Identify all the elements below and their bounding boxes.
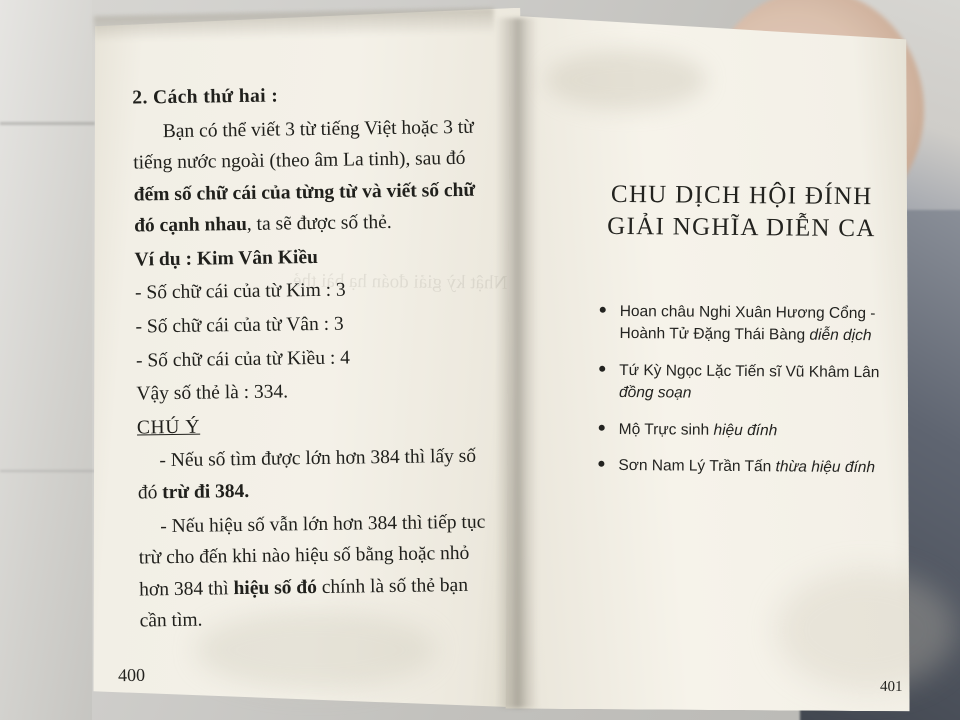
note-1-bold: trừ đi 384. xyxy=(162,480,250,504)
bullet-icon xyxy=(598,461,604,467)
credit-entry xyxy=(597,360,905,408)
example-line: - Số chữ cái của từ Kim : 3 xyxy=(134,280,346,304)
credit-name: Mộ Trực sinh xyxy=(618,420,714,439)
bullet-icon xyxy=(600,307,606,313)
credit-name: Tứ Kỳ Ngọc Lặc Tiến sĩ Vũ Khâm Lân xyxy=(619,361,880,382)
book-title xyxy=(576,179,907,246)
left-page-text xyxy=(132,78,500,640)
credit-role: đồng soạn xyxy=(618,384,692,402)
bullet-icon xyxy=(599,366,605,372)
credits-list xyxy=(596,301,906,480)
book-title-line-2: GIẢI NGHĨA DIỄN CA xyxy=(607,212,876,243)
open-book xyxy=(76,10,912,710)
example-result xyxy=(136,374,496,411)
credit-entry xyxy=(596,455,904,480)
body-paragraph xyxy=(133,111,495,242)
note-2-bold: hiệu số đó xyxy=(233,576,318,599)
example-result-text: Vậy số thẻ là : 334. xyxy=(136,381,289,405)
book-gutter xyxy=(496,18,538,708)
example-line: - Số chữ cái của từ Kiều : 4 xyxy=(135,347,351,372)
credit-role: hiệu đính xyxy=(713,421,778,440)
credit-entry xyxy=(597,301,905,349)
note-2-tail: chính là số thẻ bạn cần tìm. xyxy=(139,574,469,632)
paragraph-text-lead: Bạn có thể viết 3 từ tiếng Việt hoặc 3 từ tiếng nước ngoài (theo âm La tinh), sau đó xyxy=(133,116,474,174)
book-title-line-1: CHU DỊCH HỘI ĐÍNH xyxy=(610,180,873,211)
section-heading: 2. Cách thứ hai : xyxy=(132,85,279,109)
example-label: Ví dụ : Kim Vân Kiều xyxy=(134,246,319,271)
note-1-text: - Nếu số tìm được lớn hơn 384 thì lấy số đó xyxy=(137,446,477,504)
note-paragraph-2 xyxy=(138,506,500,637)
page-number-left: 400 xyxy=(117,664,146,686)
note-paragraph-1 xyxy=(137,441,498,509)
note-heading: CHÚ Ý xyxy=(136,416,201,439)
note-2-text: - Nếu hiệu số vẫn lớn hơn 384 thì tiếp tục trừ cho đến khi nào hiệu số bằng hoặc nhỏ hơn 384 thì xyxy=(138,511,486,601)
credit-name: Sơn Nam Lý Trần Tấn xyxy=(618,457,776,476)
bullet-icon xyxy=(599,425,605,431)
right-page-text xyxy=(574,69,908,495)
credit-role: thừa hiệu đính xyxy=(775,458,876,477)
credit-role: diễn dịch xyxy=(809,327,872,345)
paragraph-text-tail: , ta sẽ được số thẻ. xyxy=(246,212,392,236)
paragraph-text-bold: đếm số chữ cái của từng từ và viết số chữ đó cạnh nhau xyxy=(133,179,476,237)
page-number-right: 401 xyxy=(879,678,903,696)
example-line: - Số chữ cái của từ Vân : 3 xyxy=(135,313,344,338)
credit-name: Hoan châu Nghi Xuân Hương Cổng - Hoành Tử Đặng Thái Bàng xyxy=(619,302,876,345)
credit-entry xyxy=(597,419,905,444)
